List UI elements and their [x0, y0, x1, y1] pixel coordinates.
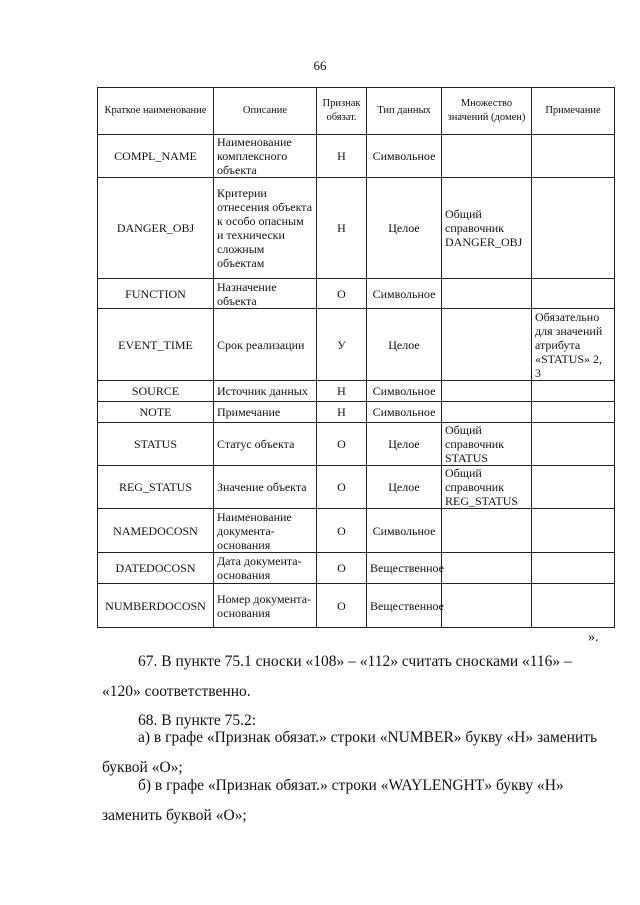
cell-description: Значение объекта: [214, 466, 317, 509]
cell-required: Н: [317, 135, 367, 178]
table-row: [98, 135, 615, 178]
table-row: [98, 279, 615, 309]
cell-name: DANGER_OBJ: [98, 178, 214, 279]
cell-name: FUNCTION: [98, 279, 214, 309]
cell-required: У: [317, 309, 367, 381]
cell-type: Символьное: [367, 509, 442, 553]
cell-name: REG_STATUS: [98, 466, 214, 509]
cell-note: [532, 466, 615, 509]
cell-name: DATEDOCOSN: [98, 553, 214, 584]
cell-required: О: [317, 423, 367, 466]
cell-description: Наименование комплексного объекта: [214, 135, 317, 178]
cell-note: Обязательно для значений атрибута «STATUS» 2, 3: [532, 309, 615, 381]
cell-note: [532, 509, 615, 553]
paragraph-68-b: б) в графе «Признак обязат.» строки «WAYLENGHT» букву «Н» заменить буквой «О»;: [102, 777, 564, 824]
paragraph-68: 68. В пункте 75.2:: [138, 712, 257, 729]
cell-required: О: [317, 509, 367, 553]
table-header-row: [98, 88, 615, 135]
cell-note: [532, 381, 615, 402]
cell-description: Критерии отнесения объекта к особо опасным и технически сложным объектам: [214, 178, 317, 279]
cell-description: Статус объекта: [214, 423, 317, 466]
cell-domain: [442, 402, 532, 423]
attribute-table: [97, 87, 615, 628]
table-row: [98, 466, 615, 509]
table-row: [98, 584, 615, 628]
cell-type: Вещественное: [367, 553, 442, 584]
cell-required: Н: [317, 381, 367, 402]
header-data-type: Тип данных: [367, 88, 442, 135]
cell-description: Срок реализации: [214, 309, 317, 381]
cell-type: Символьное: [367, 135, 442, 178]
cell-type: Целое: [367, 423, 442, 466]
cell-domain: [442, 279, 532, 309]
cell-type: Символьное: [367, 402, 442, 423]
cell-type: Целое: [367, 178, 442, 279]
table-row: [98, 402, 615, 423]
cell-name: STATUS: [98, 423, 214, 466]
page-number: 66: [313, 58, 327, 73]
cell-note: [532, 279, 615, 309]
closing-quote: ».: [588, 630, 599, 645]
cell-note: [532, 178, 615, 279]
cell-description: Примечание: [214, 402, 317, 423]
table-row: [98, 553, 615, 584]
cell-domain: Общий справочник DANGER_OBJ: [442, 178, 532, 279]
cell-description: Источник данных: [214, 381, 317, 402]
table-row: [98, 509, 615, 553]
cell-domain: [442, 309, 532, 381]
cell-domain: [442, 381, 532, 402]
cell-required: О: [317, 279, 367, 309]
cell-required: О: [317, 584, 367, 628]
header-short-name: Краткое наименование: [98, 88, 214, 135]
paragraph-67: 67. В пункте 75.1 сноски «108» – «112» считать сносками «116» – «120» соответственно.: [102, 653, 572, 700]
header-note: Примечание: [532, 88, 615, 135]
cell-domain: [442, 584, 532, 628]
cell-domain: Общий справочник STATUS: [442, 423, 532, 466]
cell-note: [532, 423, 615, 466]
cell-type: Символьное: [367, 381, 442, 402]
cell-domain: [442, 509, 532, 553]
cell-required: О: [317, 466, 367, 509]
cell-type: Вещественное: [367, 584, 442, 628]
cell-required: Н: [317, 402, 367, 423]
cell-description: Наименование документа-основания: [214, 509, 317, 553]
cell-description: Номер документа-основания: [214, 584, 317, 628]
cell-required: Н: [317, 178, 367, 279]
cell-required: О: [317, 553, 367, 584]
cell-name: NOTE: [98, 402, 214, 423]
cell-note: [532, 584, 615, 628]
cell-name: COMPL_NAME: [98, 135, 214, 178]
cell-domain: [442, 553, 532, 584]
table-row: [98, 309, 615, 381]
cell-type: Целое: [367, 309, 442, 381]
cell-type: Символьное: [367, 279, 442, 309]
header-required: Признак обязат.: [317, 88, 367, 135]
cell-name: EVENT_TIME: [98, 309, 214, 381]
header-description: Описание: [214, 88, 317, 135]
cell-type: Целое: [367, 466, 442, 509]
cell-note: [532, 553, 615, 584]
header-domain: Множество значений (домен): [442, 88, 532, 135]
cell-note: [532, 135, 615, 178]
table-row: [98, 423, 615, 466]
cell-name: NUMBERDOCOSN: [98, 584, 214, 628]
cell-name: NAMEDOCOSN: [98, 509, 214, 553]
cell-description: Назначение объекта: [214, 279, 317, 309]
cell-domain: [442, 135, 532, 178]
cell-description: Дата документа-основания: [214, 553, 317, 584]
cell-domain: Общий справочник REG_STATUS: [442, 466, 532, 509]
table-row: [98, 178, 615, 279]
paragraph-68-a: а) в графе «Признак обязат.» строки «NUMBER» букву «Н» заменить буквой «О»;: [102, 729, 598, 776]
table-row: [98, 381, 615, 402]
cell-note: [532, 402, 615, 423]
cell-name: SOURCE: [98, 381, 214, 402]
